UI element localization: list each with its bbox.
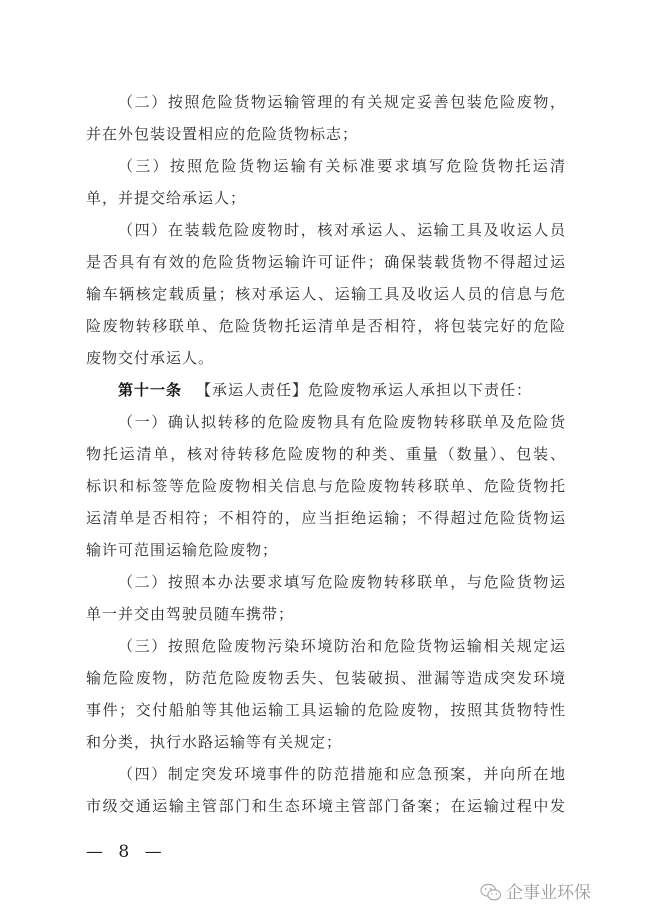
text-line [86,182,566,214]
text-line [86,662,566,694]
line-text: （三）按照危险货物运输有关标准要求填写危险货物托运清 [118,157,566,175]
line-text: 运清单是否相符；不相符的，应当拒绝运输；不得超过危险货物运 [86,509,566,527]
article-heading-line [118,374,566,406]
line-text: 事件；交付船舶等其他运输工具运输的危险废物，按照其货物特性 [86,701,566,719]
line-text: （四）在装载危险废物时，核对承运人、运输工具及收运人员 [118,221,566,239]
text-line [86,246,566,278]
text-line [86,790,566,822]
text-line [86,502,566,534]
line-text: 是否具有有效的危险货物运输许可证件；确保装载货物不得超过运 [86,253,566,271]
watermark [480,880,591,906]
article-number: 第十一条 [118,381,183,399]
text-line [86,534,566,566]
text-line [86,438,566,470]
line-text: 险废物转移联单、危险货物托运清单是否相符，将包装完好的危险 [86,317,566,335]
text-line [118,150,566,182]
line-text: 输车辆核定载质量；核对承运人、运输工具及收运人员的信息与危 [86,285,566,303]
text-line [118,630,566,662]
line-text: （一）确认拟转移的危险废物具有危险废物转移联单及危险货 [118,413,566,431]
line-text: 单一并交由驾驶员随车携带； [86,605,295,623]
text-line [118,406,566,438]
line-text: 输危险废物，防范危险废物丢失、包装破损、泄漏等造成突发环境 [86,669,566,687]
line-text: （三）按照危险废物污染环境防治和危险货物运输相关规定运 [118,637,566,655]
text-line [86,598,566,630]
line-text: 单，并提交给承运人； [86,189,247,207]
text-line [86,310,566,342]
line-text: 废物交付承运人。 [86,349,215,367]
text-line [118,566,566,598]
text-line [118,86,566,118]
text-line [86,470,566,502]
line-text: 物托运清单，核对待转移危险废物的种类、重量（数量）、包装、 [86,445,566,463]
text-line [86,726,566,758]
text-line [118,758,566,790]
text-line [86,118,566,150]
text-line [86,278,566,310]
wechat-icon [480,883,502,903]
line-text: （二）按照本办法要求填写危险废物转移联单，与危险货物运 [118,573,566,591]
line-text: 市级交通运输主管部门和生态环境主管部门备案；在运输过程中发 [86,797,566,815]
page-number: — 8 — [86,842,167,862]
line-text: 【承运人责任】危险废物承运人承担以下责任： [196,381,533,399]
line-text: （二）按照危险货物运输管理的有关规定妥善包装危险废物， [118,93,566,111]
text-line [86,694,566,726]
line-text: 并在外包装设置相应的危险货物标志； [86,125,359,143]
line-text: 标识和标签等危险废物相关信息与危险废物转移联单、危险货物托 [86,477,566,495]
line-text: 输许可范围运输危险废物； [86,541,279,559]
line-text: 和分类，执行水路运输等有关规定； [86,733,343,751]
line-text: （四）制定突发环境事件的防范措施和应急预案，并向所在地 [118,765,566,783]
text-line [86,342,566,374]
text-line [118,214,566,246]
watermark-text: 企事业环保 [506,883,591,903]
